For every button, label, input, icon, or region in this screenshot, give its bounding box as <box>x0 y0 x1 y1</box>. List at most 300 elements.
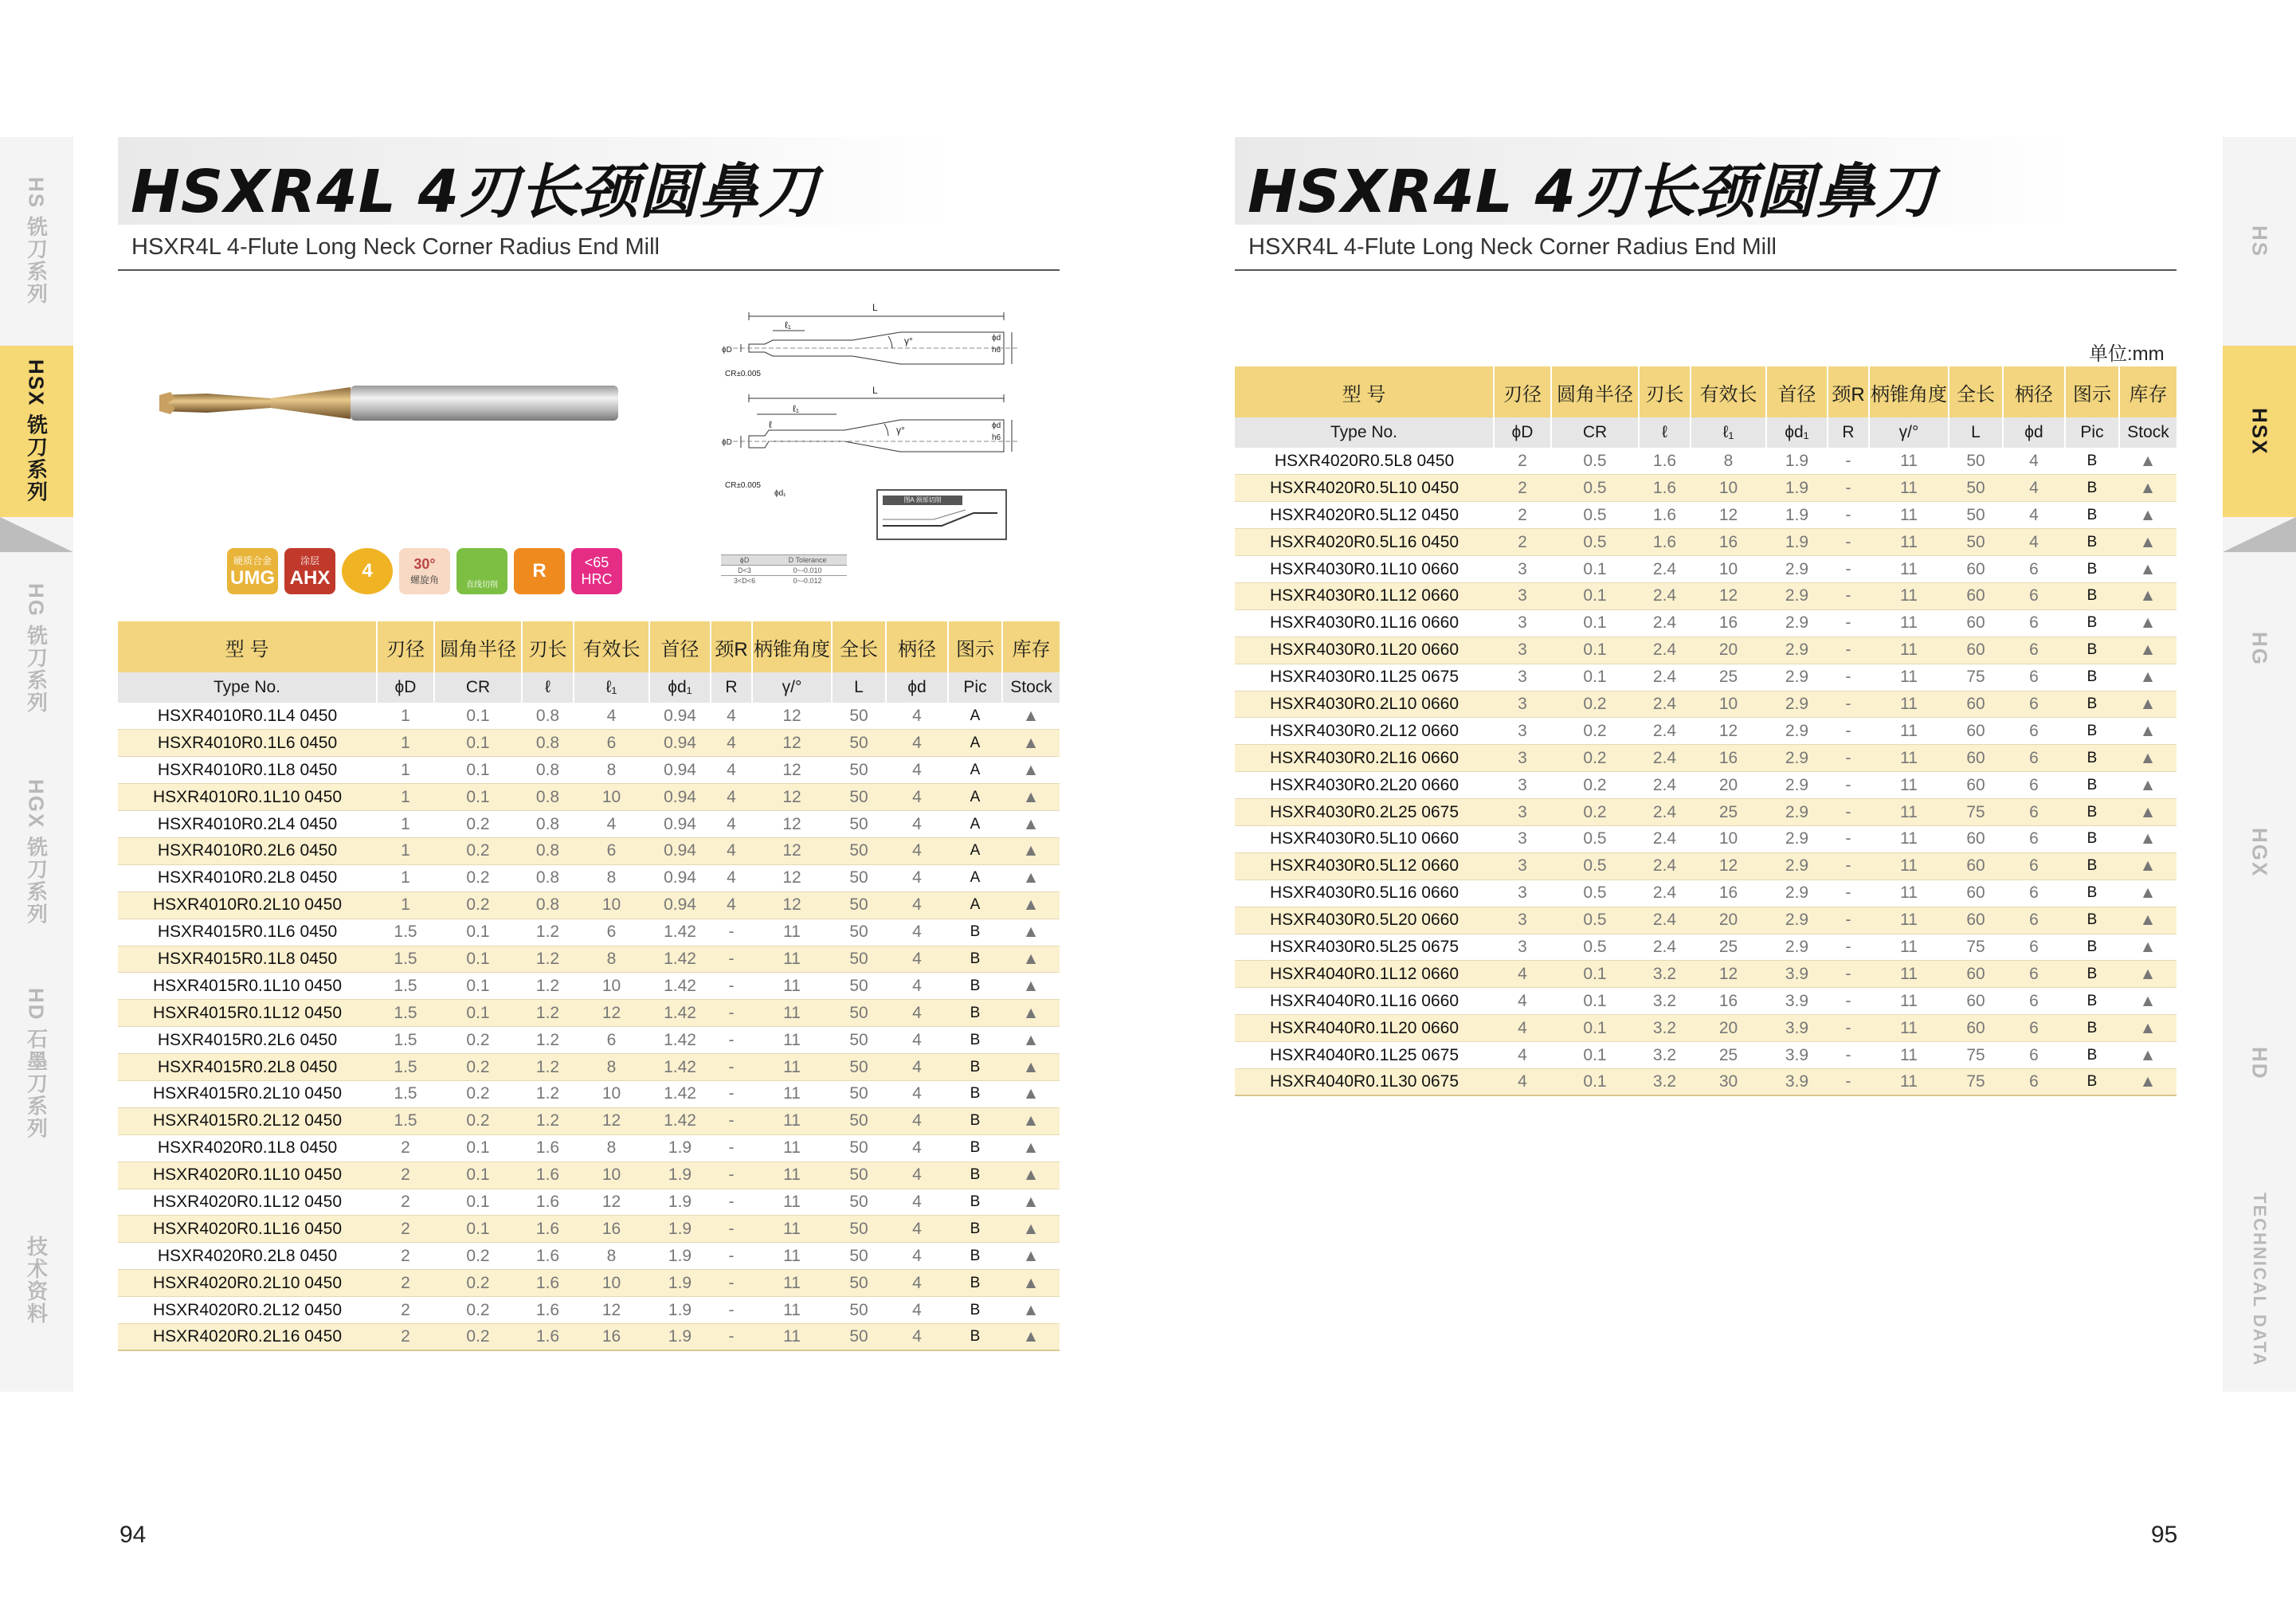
table-cell: 50 <box>832 730 886 757</box>
table-cell: 0.5 <box>1551 448 1639 475</box>
table-cell: 4 <box>886 1000 948 1027</box>
nav-hd-series[interactable]: HD 石墨刀系列 <box>24 987 49 1140</box>
table-cell: B <box>2065 772 2119 799</box>
table-cell: B <box>948 1080 1002 1107</box>
stock-cell: ▲ <box>2119 988 2176 1015</box>
table-cell: - <box>711 1216 752 1243</box>
carbide-umg-icon: 硬质合金 UMG <box>227 548 278 594</box>
table-cell: 0.1 <box>1551 961 1639 988</box>
table-cell: B <box>2065 609 2119 637</box>
table-cell: 50 <box>832 1216 886 1243</box>
label-cr: CR±0.005 <box>725 370 761 378</box>
th-flute-length: 刃长 <box>522 621 574 672</box>
table-cell: 0.8 <box>522 891 574 919</box>
type-number-cell: HSXR4015R0.2L6 0450 <box>118 1027 377 1054</box>
table-cell: 25 <box>1691 934 1766 961</box>
nav-hg[interactable]: HG <box>2247 632 2272 666</box>
table-cell: - <box>711 1000 752 1027</box>
table-cell: B <box>948 946 1002 973</box>
table-cell: 2.4 <box>1639 718 1691 745</box>
nav-hg-series[interactable]: HG 铣刀系列 <box>24 583 49 715</box>
table-row <box>1235 582 2176 609</box>
table-cell: 75 <box>1949 1042 2003 1069</box>
table-cell: 4 <box>886 891 948 919</box>
table-cell: 6 <box>2003 907 2065 934</box>
table-cell: 50 <box>832 1270 886 1297</box>
stock-cell: ▲ <box>2119 1068 2176 1095</box>
table-cell: 50 <box>1949 502 2003 529</box>
table-cell: B <box>948 1107 1002 1134</box>
table-cell: 11 <box>752 973 832 1000</box>
table-cell: 12 <box>752 703 832 730</box>
table-cell: - <box>1828 448 1869 475</box>
table-cell: - <box>1828 1042 1869 1069</box>
th-corner-radius: 圆角半径 <box>434 621 522 672</box>
table-cell: 1 <box>377 891 434 919</box>
table-cell: 0.8 <box>522 811 574 838</box>
table-cell: 11 <box>1869 772 1949 799</box>
table-cell: 1.42 <box>649 973 711 1000</box>
table-cell: B <box>948 1027 1002 1054</box>
label-l: ℓ <box>769 419 772 430</box>
left-page-title-band <box>118 137 954 225</box>
table-cell: 50 <box>832 1000 886 1027</box>
label-D: ϕD <box>722 346 732 355</box>
table-cell: 11 <box>752 1162 832 1189</box>
table-row <box>1235 934 2176 961</box>
table-cell: 2.4 <box>1639 745 1691 772</box>
type-number-cell: HSXR4020R0.1L16 0450 <box>118 1216 377 1243</box>
table-cell: 75 <box>1949 934 2003 961</box>
detail-box-title: 图A 颈部切削 <box>883 496 962 505</box>
type-number-cell: HSXR4020R0.5L8 0450 <box>1235 448 1494 475</box>
type-number-cell: HSXR4020R0.5L10 0450 <box>1235 475 1494 502</box>
table-cell: 1.6 <box>522 1297 574 1324</box>
table-cell: 1.6 <box>522 1162 574 1189</box>
table-cell: 3 <box>1494 799 1551 826</box>
table-cell: 0.2 <box>434 864 522 891</box>
stock-cell: ▲ <box>2119 637 2176 664</box>
table-cell: 3 <box>1494 852 1551 880</box>
table-cell: 1.2 <box>522 1027 574 1054</box>
table-row <box>118 891 1060 919</box>
table-cell: 1.2 <box>522 973 574 1000</box>
table-cell: 11 <box>1869 609 1949 637</box>
table-cell: B <box>2065 448 2119 475</box>
table-row <box>118 864 1060 891</box>
table-cell: 0.1 <box>434 1000 522 1027</box>
table-cell: 0.8 <box>522 837 574 864</box>
table-cell: 11 <box>1869 582 1949 609</box>
table-cell: 16 <box>1691 880 1766 907</box>
table-cell: 8 <box>1691 448 1766 475</box>
nav-hgx[interactable]: HGX <box>2247 827 2272 878</box>
right-page-number: 95 <box>2151 1522 2178 1548</box>
table-cell: 11 <box>1869 475 1949 502</box>
table-cell: 10 <box>574 1270 649 1297</box>
stock-cell: ▲ <box>2119 529 2176 556</box>
table-cell: 0.1 <box>434 784 522 811</box>
table-cell: 11 <box>752 1054 832 1081</box>
table-cell: 1.5 <box>377 973 434 1000</box>
table-cell: - <box>1828 1068 1869 1095</box>
table-cell: 4 <box>711 837 752 864</box>
table-cell: 6 <box>2003 852 2065 880</box>
table-cell: 0.2 <box>434 1054 522 1081</box>
table-row <box>1235 772 2176 799</box>
table-cell: 2.4 <box>1639 907 1691 934</box>
table-cell: 11 <box>752 1134 832 1162</box>
table-cell: 2 <box>377 1189 434 1216</box>
table-cell: 2.4 <box>1639 799 1691 826</box>
table-cell: - <box>711 1270 752 1297</box>
table-cell: 3 <box>1494 718 1551 745</box>
table-cell: 1.6 <box>522 1134 574 1162</box>
th-effective-length: 有效长 <box>574 621 649 672</box>
table-cell: 25 <box>1691 664 1766 691</box>
nav-technical-data[interactable]: 技术资料 <box>24 1235 49 1325</box>
table-cell: 1.5 <box>377 946 434 973</box>
table-cell: - <box>711 1080 752 1107</box>
table-cell: 0.1 <box>434 703 522 730</box>
nav-hs[interactable]: HS <box>2247 225 2272 258</box>
table-cell: 11 <box>752 1270 832 1297</box>
table-cell: 0.1 <box>1551 988 1639 1015</box>
table-cell: 0.5 <box>1551 529 1639 556</box>
table-cell: 12 <box>1691 582 1766 609</box>
table-cell: 12 <box>1691 502 1766 529</box>
table-cell: 4 <box>711 730 752 757</box>
table-cell: 8 <box>574 1243 649 1270</box>
table-cell: 1.42 <box>649 1027 711 1054</box>
table-row <box>118 703 1060 730</box>
th-en: L <box>832 672 886 703</box>
table-cell: 60 <box>1949 825 2003 852</box>
table-cell: 11 <box>1869 448 1949 475</box>
table-cell: 50 <box>832 1323 886 1350</box>
th-diameter: 刃径 <box>1494 366 1551 417</box>
table-cell: B <box>2065 880 2119 907</box>
stock-cell: ▲ <box>2119 934 2176 961</box>
table-cell: 2.9 <box>1766 852 1828 880</box>
table-cell: 12 <box>752 811 832 838</box>
table-cell: 0.1 <box>1551 609 1639 637</box>
table-cell: 6 <box>2003 1068 2065 1095</box>
type-number-cell: HSXR4040R0.1L25 0675 <box>1235 1042 1494 1069</box>
table-row <box>1235 556 2176 583</box>
stock-cell: ▲ <box>2119 556 2176 583</box>
table-cell: 1.6 <box>1639 529 1691 556</box>
tol-cell: 3<D<6 <box>721 576 768 586</box>
table-row <box>118 1162 1060 1189</box>
table-cell: 4 <box>886 784 948 811</box>
table-cell: 0.1 <box>1551 637 1639 664</box>
table-cell: 3 <box>1494 907 1551 934</box>
table-cell: 12 <box>752 730 832 757</box>
type-number-cell: HSXR4010R0.2L8 0450 <box>118 864 377 891</box>
table-row <box>1235 448 2176 475</box>
table-cell: 4 <box>886 1162 948 1189</box>
table-cell: 11 <box>1869 799 1949 826</box>
table-cell: 1.9 <box>1766 448 1828 475</box>
table-row <box>118 1216 1060 1243</box>
type-number-cell: HSXR4040R0.1L16 0660 <box>1235 988 1494 1015</box>
table-cell: 1.9 <box>649 1270 711 1297</box>
table-cell: 0.2 <box>434 1270 522 1297</box>
table-cell: B <box>948 1297 1002 1324</box>
table-cell: 10 <box>1691 691 1766 718</box>
table-cell: - <box>1828 880 1869 907</box>
table-cell: 6 <box>2003 934 2065 961</box>
table-header-en <box>1235 417 2176 448</box>
table-row <box>118 1080 1060 1107</box>
table-cell: 6 <box>2003 772 2065 799</box>
table-cell: 11 <box>1869 988 1949 1015</box>
table-cell: 0.1 <box>1551 664 1639 691</box>
table-cell: - <box>1828 582 1869 609</box>
type-number-cell: HSXR4030R0.5L10 0660 <box>1235 825 1494 852</box>
table-cell: 60 <box>1949 582 2003 609</box>
table-cell: 2.9 <box>1766 609 1828 637</box>
table-row <box>1235 880 2176 907</box>
table-cell: 4 <box>886 1054 948 1081</box>
table-row <box>1235 825 2176 852</box>
table-row <box>118 757 1060 784</box>
table-header-cn <box>118 621 1060 672</box>
stock-cell: ▲ <box>1002 973 1060 1000</box>
table-cell: 2 <box>377 1134 434 1162</box>
left-header-rule <box>118 269 1060 271</box>
table-cell: 50 <box>832 1054 886 1081</box>
left-page-number: 94 <box>120 1522 147 1548</box>
type-number-cell: HSXR4015R0.1L10 0450 <box>118 973 377 1000</box>
table-cell: 50 <box>832 864 886 891</box>
nav-tab-pointer <box>0 517 73 552</box>
table-cell: 2.9 <box>1766 799 1828 826</box>
table-cell: B <box>948 1216 1002 1243</box>
stock-cell: ▲ <box>2119 961 2176 988</box>
table-cell: - <box>1828 718 1869 745</box>
table-cell: 6 <box>2003 637 2065 664</box>
table-cell: 4 <box>886 946 948 973</box>
table-cell: 1 <box>377 730 434 757</box>
stock-cell: ▲ <box>1002 1027 1060 1054</box>
table-cell: - <box>711 1189 752 1216</box>
table-cell: B <box>2065 502 2119 529</box>
type-number-cell: HSXR4020R0.2L16 0450 <box>118 1323 377 1350</box>
table-cell: 50 <box>832 1080 886 1107</box>
table-cell: 4 <box>886 1243 948 1270</box>
type-number-cell: HSXR4030R0.5L20 0660 <box>1235 907 1494 934</box>
table-cell: 12 <box>752 837 832 864</box>
feature-icons <box>227 548 622 594</box>
table-cell: 2 <box>377 1270 434 1297</box>
table-cell: 4 <box>886 864 948 891</box>
stock-cell: ▲ <box>1002 1080 1060 1107</box>
table-cell: 2 <box>377 1297 434 1324</box>
table-cell: 1.2 <box>522 1080 574 1107</box>
table-cell: 2.4 <box>1639 637 1691 664</box>
tol-cell: D<3 <box>721 566 768 576</box>
table-cell: 12 <box>752 864 832 891</box>
table-cell: 50 <box>832 1162 886 1189</box>
table-cell: 50 <box>832 1134 886 1162</box>
type-number-cell: HSXR4020R0.2L12 0450 <box>118 1297 377 1324</box>
table-cell: B <box>2065 852 2119 880</box>
table-cell: 2.9 <box>1766 825 1828 852</box>
stock-cell: ▲ <box>1002 1216 1060 1243</box>
table-cell: 2 <box>377 1162 434 1189</box>
table-cell: 0.2 <box>1551 772 1639 799</box>
table-cell: 6 <box>574 919 649 946</box>
table-cell: B <box>948 1134 1002 1162</box>
nav-hs-series[interactable]: HS 铣刀系列 <box>24 177 49 306</box>
table-cell: - <box>1828 772 1869 799</box>
table-cell: 10 <box>1691 475 1766 502</box>
table-cell: 4 <box>886 703 948 730</box>
stock-cell: ▲ <box>2119 852 2176 880</box>
th-stock: 库存 <box>1002 621 1060 672</box>
table-cell: 4 <box>2003 502 2065 529</box>
table-cell: B <box>2065 556 2119 583</box>
table-cell: A <box>948 891 1002 919</box>
table-cell: - <box>1828 745 1869 772</box>
table-cell: 11 <box>752 1027 832 1054</box>
table-row <box>118 1027 1060 1054</box>
table-cell: 1 <box>377 837 434 864</box>
table-cell: B <box>948 1162 1002 1189</box>
table-cell: - <box>1828 475 1869 502</box>
type-number-cell: HSXR4015R0.2L10 0450 <box>118 1080 377 1107</box>
table-cell: 2 <box>1494 502 1551 529</box>
table-cell: 4 <box>886 811 948 838</box>
table-cell: 8 <box>574 1134 649 1162</box>
table-cell: 1.6 <box>1639 475 1691 502</box>
table-row <box>1235 1015 2176 1042</box>
table-cell: 1.5 <box>377 1000 434 1027</box>
table-cell: 0.94 <box>649 811 711 838</box>
table-cell: 1.6 <box>522 1243 574 1270</box>
type-number-cell: HSXR4020R0.2L10 0450 <box>118 1270 377 1297</box>
type-number-cell: HSXR4015R0.1L6 0450 <box>118 919 377 946</box>
nav-hsx[interactable]: HSX <box>2223 346 2296 517</box>
tolerance-table <box>721 554 847 590</box>
th-shank-diameter: 柄径 <box>2003 366 2065 417</box>
table-cell: 4 <box>711 703 752 730</box>
table-cell: 11 <box>1869 934 1949 961</box>
table-cell: 1.42 <box>649 1107 711 1134</box>
nav-hgx-series[interactable]: HGX 铣刀系列 <box>24 779 49 926</box>
table-cell: 60 <box>1949 609 2003 637</box>
table-cell: 60 <box>1949 691 2003 718</box>
th-shank-diameter: 柄径 <box>886 621 948 672</box>
table-cell: 6 <box>2003 609 2065 637</box>
table-cell: 4 <box>2003 529 2065 556</box>
th-en: CR <box>1551 417 1639 448</box>
stock-cell: ▲ <box>1002 811 1060 838</box>
table-cell: - <box>1828 934 1869 961</box>
type-number-cell: HSXR4030R0.5L25 0675 <box>1235 934 1494 961</box>
table-row <box>118 1107 1060 1134</box>
nav-hd[interactable]: HD <box>2247 1047 2272 1080</box>
table-cell: 2 <box>1494 475 1551 502</box>
four-flute-icon: 4 <box>342 548 393 594</box>
table-cell: 12 <box>574 1000 649 1027</box>
table-cell: 10 <box>1691 556 1766 583</box>
table-cell: 0.5 <box>1551 475 1639 502</box>
table-cell: 2.9 <box>1766 664 1828 691</box>
table-cell: 50 <box>1949 475 2003 502</box>
table-cell: A <box>948 864 1002 891</box>
table-cell: 4 <box>711 757 752 784</box>
table-cell: 0.94 <box>649 703 711 730</box>
table-cell: 4 <box>711 811 752 838</box>
stock-cell: ▲ <box>2119 1042 2176 1069</box>
table-cell: 1.5 <box>377 919 434 946</box>
table-cell: 1.42 <box>649 1054 711 1081</box>
table-row <box>118 784 1060 811</box>
table-cell: 1 <box>377 703 434 730</box>
table-cell: B <box>2065 961 2119 988</box>
table-cell: 1.2 <box>522 946 574 973</box>
type-number-cell: HSXR4030R0.2L20 0660 <box>1235 772 1494 799</box>
table-cell: 2.9 <box>1766 691 1828 718</box>
table-cell: A <box>948 730 1002 757</box>
table-cell: 0.1 <box>434 973 522 1000</box>
table-cell: 6 <box>2003 718 2065 745</box>
table-cell: 6 <box>2003 1042 2065 1069</box>
table-cell: 6 <box>2003 691 2065 718</box>
table-cell: 12 <box>1691 961 1766 988</box>
nav-technical[interactable]: TECHNICAL DATA <box>2250 1193 2270 1367</box>
table-cell: 2.9 <box>1766 880 1828 907</box>
table-cell: 6 <box>2003 664 2065 691</box>
type-number-cell: HSXR4010R0.2L4 0450 <box>118 811 377 838</box>
table-cell: 11 <box>752 1297 832 1324</box>
table-cell: 50 <box>832 811 886 838</box>
table-cell: 11 <box>1869 718 1949 745</box>
nav-hsx-series[interactable]: HSX 铣刀系列 <box>0 346 73 517</box>
table-cell: 3 <box>1494 664 1551 691</box>
table-cell: 2.9 <box>1766 556 1828 583</box>
table-cell: B <box>2065 664 2119 691</box>
table-cell: B <box>2065 529 2119 556</box>
table-cell: 3 <box>1494 934 1551 961</box>
table-cell: 12 <box>1691 718 1766 745</box>
stock-cell: ▲ <box>2119 880 2176 907</box>
table-cell: 1.6 <box>522 1189 574 1216</box>
table-row <box>118 946 1060 973</box>
table-cell: 3 <box>1494 582 1551 609</box>
stock-cell: ▲ <box>1002 1270 1060 1297</box>
table-cell: 4 <box>574 703 649 730</box>
table-cell: 2.4 <box>1639 934 1691 961</box>
th-corner-radius: 圆角半径 <box>1551 366 1639 417</box>
table-cell: - <box>1828 825 1869 852</box>
table-cell: 0.1 <box>1551 582 1639 609</box>
th-en: CR <box>434 672 522 703</box>
table-cell: 4 <box>886 1323 948 1350</box>
table-cell: 11 <box>752 946 832 973</box>
table-cell: 0.8 <box>522 730 574 757</box>
table-cell: 6 <box>2003 556 2065 583</box>
table-cell: 0.2 <box>1551 745 1639 772</box>
table-cell: 4 <box>2003 475 2065 502</box>
table-cell: 2.4 <box>1639 880 1691 907</box>
stock-cell: ▲ <box>2119 691 2176 718</box>
table-cell: 11 <box>1869 852 1949 880</box>
table-cell: 0.94 <box>649 730 711 757</box>
